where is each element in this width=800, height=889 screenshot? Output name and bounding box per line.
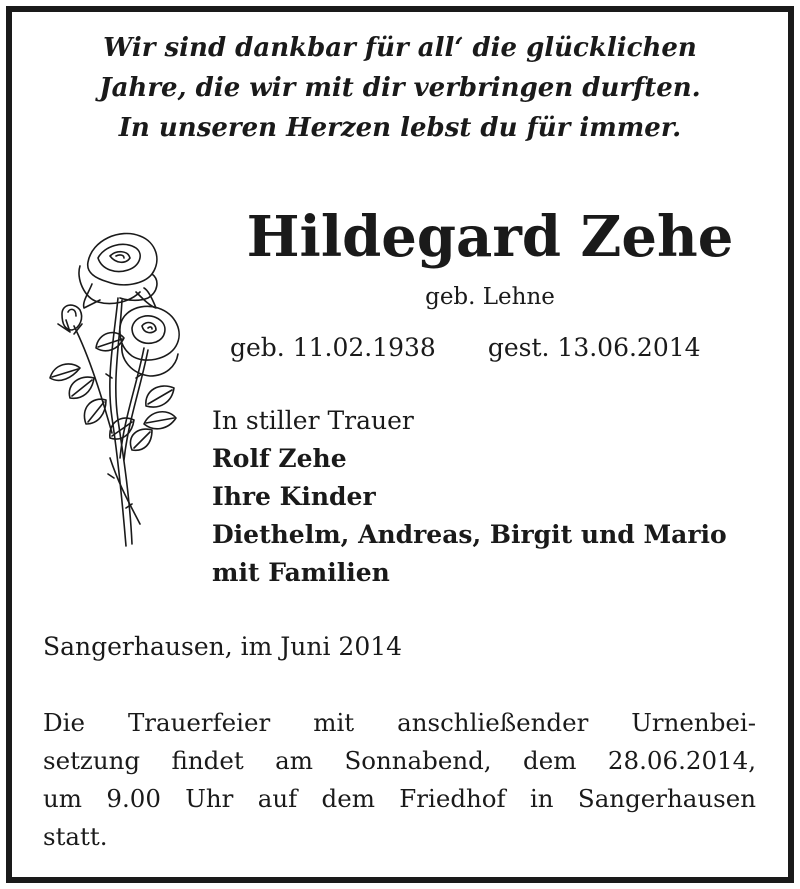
- rose-illustration: [40, 228, 190, 548]
- notice-line: um 9.00 Uhr auf dem Friedhof in Sangerhausen: [43, 784, 756, 813]
- birth-date: geb. 11.02.1938: [230, 333, 436, 362]
- notice-line: statt.: [43, 822, 108, 851]
- mourners-intro: In stiller Trauer: [212, 406, 414, 435]
- mourners-block: [212, 402, 727, 592]
- motto-line: Wir sind dankbar für all‘ die glücklichen: [103, 33, 697, 63]
- life-dates: [230, 331, 701, 365]
- notice-line: setzung findet am Sonnabend, dem 28.06.2014,: [43, 746, 756, 775]
- funeral-notice: [43, 704, 756, 856]
- mourner-line: Diethelm, Andreas, Birgit und Mario: [212, 520, 727, 549]
- place-date: Sangerhausen, im Juni 2014: [43, 632, 403, 661]
- motto-line: In unseren Herzen lebst du für immer.: [118, 113, 682, 143]
- notice-line: Die Trauerfeier mit anschließender Urnenbei-: [43, 708, 756, 737]
- memorial-motto: [0, 28, 800, 148]
- deceased-name: Hildegard Zehe: [246, 204, 734, 270]
- mourner-line: Rolf Zehe: [212, 444, 347, 473]
- motto-line: Jahre, die wir mit dir verbringen durften.: [99, 73, 701, 103]
- mourner-line: Ihre Kinder: [212, 482, 376, 511]
- maiden-name: geb. Lehne: [425, 284, 555, 310]
- death-date: gest. 13.06.2014: [487, 333, 701, 362]
- mourner-line: mit Familien: [212, 558, 390, 587]
